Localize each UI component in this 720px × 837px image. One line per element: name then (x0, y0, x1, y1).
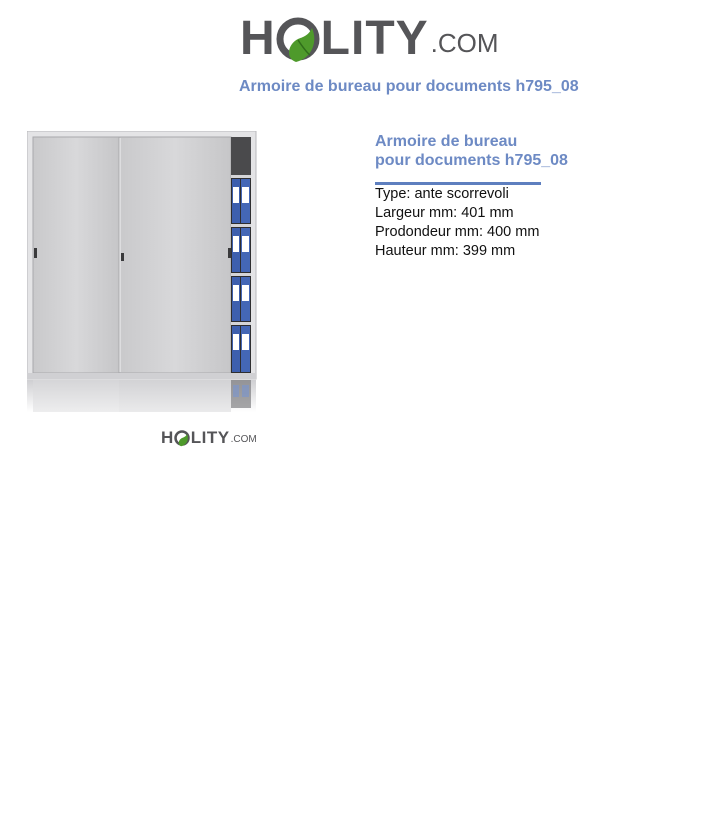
logo-letters-lity: LITY (320, 12, 429, 65)
spec-depth: Prodondeur mm: 400 mm (375, 224, 540, 240)
product-image[interactable] (27, 131, 257, 412)
product-heading (375, 132, 635, 170)
spec-width: Largeur mm: 401 mm (375, 205, 514, 221)
logo-letters-lity: LITY (190, 428, 230, 447)
logo-domain: .COM (430, 28, 499, 58)
product-specs (375, 185, 539, 261)
holity-logo-small (161, 428, 257, 448)
spec-type: Type: ante scorrevoli (375, 186, 509, 202)
product-heading-line-1: Armoire de bureau (375, 133, 518, 150)
logo-o-leaf-icon (276, 14, 320, 64)
logo-domain: .COM (230, 433, 257, 445)
spec-height: Hauteur mm: 399 mm (375, 243, 516, 259)
logo-letter-h: H (161, 428, 174, 447)
logo-letter-h: H (240, 12, 276, 65)
logo-o-leaf-icon (174, 429, 190, 447)
product-heading-line-2: pour documents h795_08 (375, 152, 568, 169)
holity-logo[interactable] (240, 12, 499, 66)
page-title: Armoire de bureau pour documents h795_08 (239, 78, 579, 95)
